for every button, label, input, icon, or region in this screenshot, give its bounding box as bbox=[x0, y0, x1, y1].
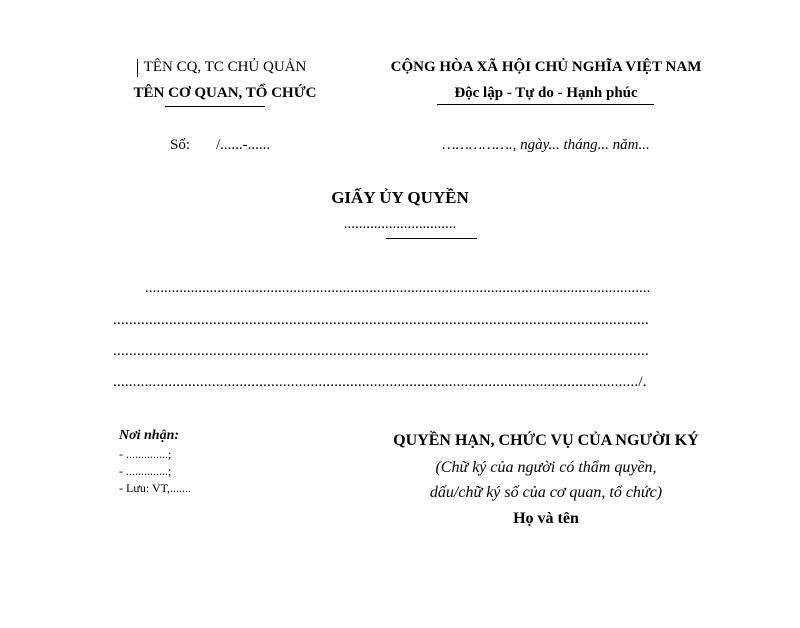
recipients-heading: Nơi nhận: bbox=[119, 428, 180, 443]
document-title: GIẤY ỦY QUYỀN bbox=[331, 188, 469, 207]
number-label: Số: bbox=[170, 137, 191, 153]
agency-underline bbox=[165, 106, 265, 107]
national-title: CỘNG HÒA XÃ HỘI CHỦ NGHĨA VIỆT NAM bbox=[390, 59, 702, 75]
agency-name: TÊN CƠ QUAN, TỔ CHỨC bbox=[133, 85, 317, 101]
place-date: ……………., ngày... tháng... năm... bbox=[442, 137, 650, 153]
recipient-item: - Lưu: VT,....... bbox=[119, 481, 192, 495]
document-subtitle: .............................. bbox=[343, 216, 457, 232]
signer-authority: QUYỀN HẠN, CHỨC VỤ CỦA NGƯỜI KÝ bbox=[393, 432, 699, 449]
agency-parent: TÊN CQ, TC CHỦ QUẢN bbox=[143, 59, 307, 75]
title-underline bbox=[386, 238, 477, 239]
motto-underline bbox=[437, 104, 654, 105]
number-value: /......-...... bbox=[216, 137, 271, 153]
body-line-3: ...................................................................................................................................... bbox=[113, 343, 649, 359]
motto: Độc lập - Tự do - Hạnh phúc bbox=[454, 85, 638, 101]
recipient-item: - ..............; bbox=[119, 464, 172, 478]
body-line-2: ...................................................................................................................................... bbox=[113, 312, 649, 328]
signature-note-1: (Chữ ký của người có thẩm quyền, bbox=[435, 459, 657, 476]
body-line-4: ...................................................................................................................................../. bbox=[113, 374, 647, 390]
signer-name: Họ và tên bbox=[513, 510, 579, 527]
signature-note-2: dấu/chữ ký số của cơ quan, tổ chức) bbox=[429, 484, 663, 501]
recipient-item: - ..............; bbox=[119, 447, 172, 461]
body-line-1: ..................................................................................................................................... bbox=[145, 280, 651, 296]
